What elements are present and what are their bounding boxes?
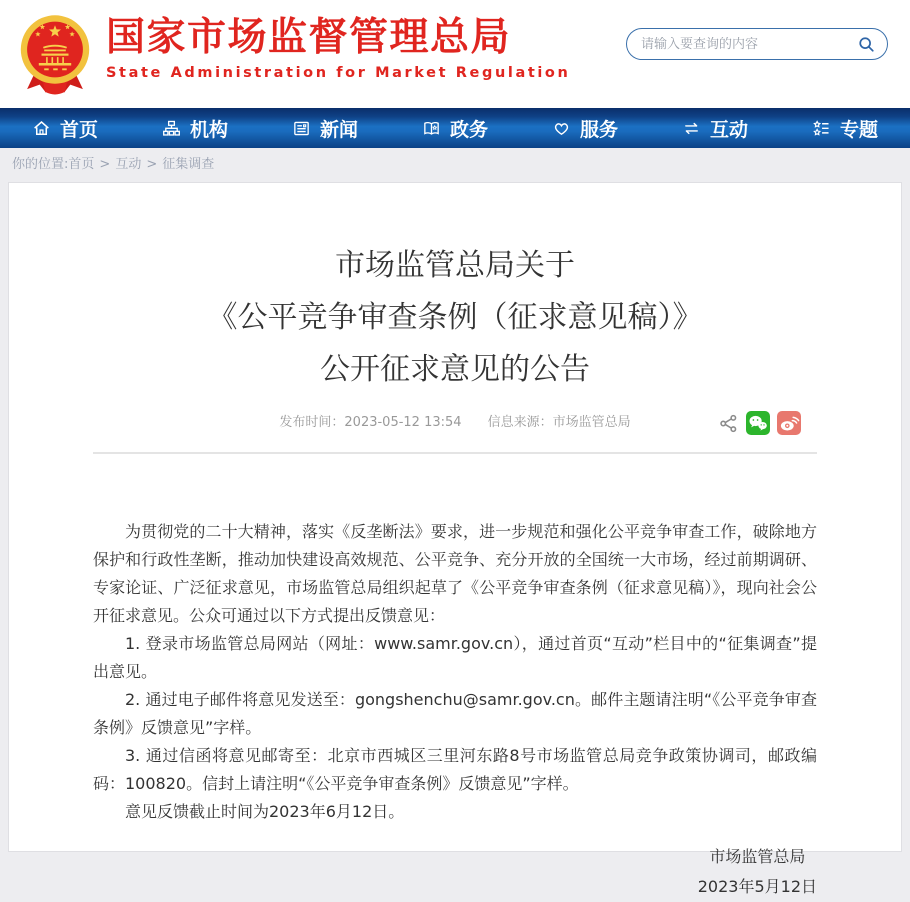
national-emblem-icon — [10, 9, 100, 99]
breadcrumb-item[interactable]: 首页 — [68, 157, 95, 172]
signature-date: 2023年5月12日 — [697, 877, 817, 896]
exchange-icon — [682, 119, 701, 138]
site-title: 国家市场监督管理总局 — [106, 15, 512, 60]
signature-inner — [698, 842, 817, 902]
nav-item-interact[interactable] — [650, 108, 780, 148]
article-paragraph: 2. 通过电子邮件将意见发送至：gongshenchu@samr.gov.cn。邮件主题请注明“《公平竞争审查条例》反馈意见”字样。 — [93, 690, 817, 737]
wechat-icon[interactable] — [746, 411, 770, 435]
nav-item-label: 政务 — [449, 118, 488, 141]
signature-org: 市场监管总局 — [709, 847, 806, 866]
breadcrumb-separator: > — [99, 157, 111, 172]
share-group — [718, 411, 801, 435]
nav-item-label: 机构 — [189, 118, 228, 141]
breadcrumb — [0, 148, 910, 182]
breadcrumb-item[interactable]: 互动 — [115, 157, 142, 172]
nav-item-home[interactable] — [0, 108, 130, 148]
nav-item-label: 服务 — [579, 118, 618, 141]
signature-block — [93, 842, 817, 902]
main-nav — [0, 108, 910, 148]
sitemap-icon — [162, 119, 181, 138]
search-input[interactable] — [641, 37, 857, 52]
star-list-icon — [812, 119, 831, 138]
article-paragraph: 为贯彻党的二十大精神，落实《反垄断法》要求，进一步规范和强化公平竞争审查工作，破除地方保护和行政性垄断，推动加快建设高效规范、公平竞争、充分开放的全国统一大市场，经过前期调研、专家论证、广泛征求意见，市场监管总局组织起草了《公平竞争审查条例（征求意见稿）》，现向社会公开征求意见。公众可通过以下方式提出反馈意见： — [93, 522, 817, 625]
article-title-line: 市场监管总局关于 — [335, 248, 575, 283]
article-title-line: 公开征求意见的公告 — [320, 352, 590, 387]
nav-item-label: 新闻 — [319, 118, 358, 141]
breadcrumb-separator: > — [146, 157, 158, 172]
breadcrumb-prefix: 你的位置: — [12, 157, 69, 172]
site-titles — [106, 16, 570, 81]
source-value: 市场监管总局 — [552, 415, 631, 430]
home-icon — [32, 119, 51, 138]
divider — [93, 452, 817, 454]
book-icon — [422, 119, 441, 138]
article-body — [93, 518, 817, 826]
search-icon[interactable] — [857, 35, 876, 54]
weibo-icon[interactable] — [777, 411, 801, 435]
share-nodes-icon[interactable] — [718, 413, 739, 434]
source-label: 信息来源： — [487, 415, 553, 430]
article-title — [93, 240, 817, 396]
article-paragraph: 意见反馈截止时间为2023年6月12日。 — [125, 802, 405, 821]
site-subtitle-en: State Administration for Market Regulation — [106, 65, 571, 81]
article-card — [8, 182, 902, 896]
site-header — [0, 0, 910, 108]
nav-item-label: 互动 — [709, 118, 748, 141]
heart-icon — [552, 119, 571, 138]
article-paragraph: 3. 通过信函将意见邮寄至：北京市西城区三里河东路8号市场监管总局竞争政策协调司，邮政编码：100820。信封上请注明“《公平竞争审查条例》反馈意见”字样。 — [93, 746, 817, 793]
breadcrumb-item[interactable]: 征集调查 — [162, 157, 215, 172]
nav-item-label: 首页 — [59, 118, 98, 141]
nav-item-label: 专题 — [839, 118, 878, 141]
nav-item-gov[interactable] — [390, 108, 520, 148]
nav-item-orgs[interactable] — [130, 108, 260, 148]
article-paragraph: 1. 登录市场监管总局网站（网址：www.samr.gov.cn），通过首页“互动”栏目中的“征集调查”提出意见。 — [93, 634, 817, 681]
article-meta — [93, 410, 817, 436]
nav-item-topics[interactable] — [780, 108, 910, 148]
nav-item-news[interactable] — [260, 108, 390, 148]
article-title-line: 《公平竞争审查条例（征求意见稿）》 — [207, 300, 703, 335]
nav-item-services[interactable] — [520, 108, 650, 148]
newspaper-icon — [292, 119, 311, 138]
publish-time-value: 2023-05-12 13:54 — [344, 415, 462, 430]
publish-time-label: 发布时间： — [279, 415, 345, 430]
search-box[interactable] — [626, 28, 888, 60]
